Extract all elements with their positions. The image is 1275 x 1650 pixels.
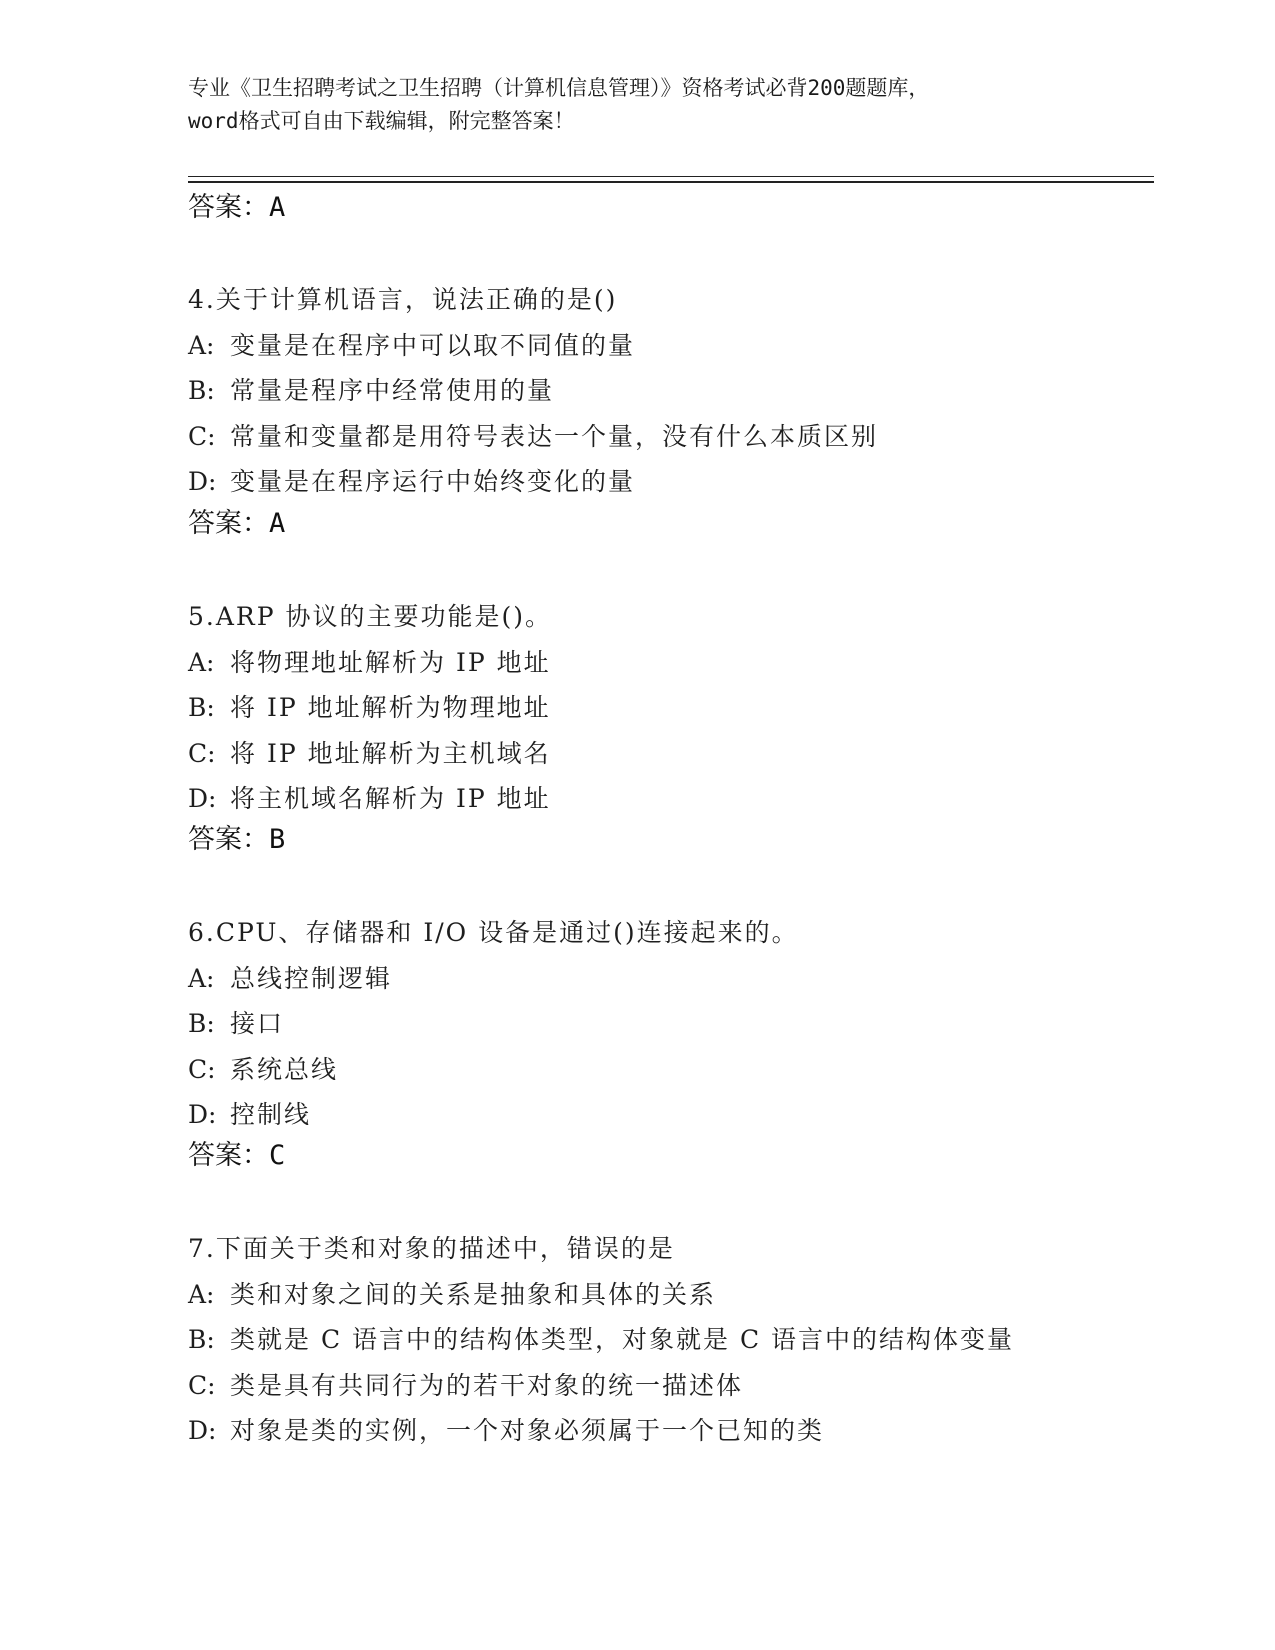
option-letter: D: — [188, 467, 217, 496]
option-text: 控制线 — [230, 1100, 312, 1129]
option-letter: C: — [188, 738, 216, 768]
question-stem: 5.ARP 协议的主要功能是()。 — [188, 602, 553, 631]
option-a — [188, 956, 799, 1002]
answer-line-q5 — [188, 822, 285, 858]
option-letter: A: — [188, 647, 215, 677]
option-letter: B: — [188, 1325, 215, 1354]
option-a — [188, 1272, 1014, 1318]
answer-value: A — [269, 192, 286, 223]
question-6 — [188, 910, 799, 1138]
answer-label: 答案： — [188, 1140, 269, 1171]
answer-line-q6 — [188, 1138, 285, 1174]
question-5 — [188, 594, 552, 822]
option-a — [188, 323, 878, 369]
option-letter: A: — [188, 330, 215, 360]
option-c — [188, 731, 552, 777]
question-stem: 4.关于计算机语言，说法正确的是() — [188, 285, 618, 314]
option-letter: B: — [188, 376, 215, 405]
answer-label: 答案： — [188, 192, 269, 223]
header-line-2: word格式可自由下载编辑，附完整答案！ — [188, 109, 575, 133]
option-text: 系统总线 — [230, 1054, 339, 1084]
option-b — [188, 368, 878, 414]
option-b — [188, 1317, 1014, 1363]
question-stem: 7.下面关于类和对象的描述中，错误的是 — [188, 1234, 675, 1263]
option-text: 常量和变量都是用符号表达一个量，没有什么本质区别 — [230, 421, 879, 451]
header-divider-top — [188, 176, 1154, 177]
question-stem: 6.CPU、存储器和 I/O 设备是通过()连接起来的。 — [188, 918, 799, 947]
option-d — [188, 459, 878, 505]
option-b — [188, 685, 552, 731]
header-line-1: 专业《卫生招聘考试之卫生招聘（计算机信息管理）》资格考试必背200题题库， — [188, 76, 930, 100]
option-text: 类是具有共同行为的若干对象的统一描述体 — [230, 1370, 744, 1400]
option-text: 接口 — [230, 1009, 285, 1038]
option-text: 总线控制逻辑 — [230, 963, 393, 993]
option-letter: D: — [188, 1100, 217, 1129]
option-letter: A: — [188, 1279, 215, 1309]
option-c — [188, 414, 878, 460]
option-letter: B: — [188, 1009, 215, 1038]
option-c — [188, 1363, 1014, 1409]
option-a — [188, 640, 552, 686]
answer-value: A — [269, 508, 286, 539]
question-4 — [188, 277, 878, 505]
header-divider-bottom — [188, 181, 1154, 183]
answer-line-q3 — [188, 190, 285, 226]
option-letter: A: — [188, 963, 215, 993]
question-7 — [188, 1226, 1014, 1454]
option-text: 常量是程序中经常使用的量 — [230, 376, 555, 405]
option-c — [188, 1047, 799, 1093]
option-text: 类和对象之间的关系是抽象和具体的关系 — [230, 1279, 717, 1309]
option-text: 类就是 C 语言中的结构体类型，对象就是 C 语言中的结构体变量 — [230, 1325, 1015, 1354]
option-text: 变量是在程序中可以取不同值的量 — [230, 330, 636, 360]
answer-value: B — [269, 824, 286, 855]
option-letter: D: — [188, 1416, 217, 1445]
answer-value: C — [269, 1140, 286, 1171]
option-d — [188, 1092, 799, 1138]
option-text: 将主机域名解析为 IP 地址 — [230, 784, 551, 813]
option-text: 将 IP 地址解析为主机域名 — [230, 738, 551, 768]
option-text: 变量是在程序运行中始终变化的量 — [230, 467, 636, 496]
option-b — [188, 1001, 799, 1047]
option-letter: C: — [188, 421, 216, 451]
answer-label: 答案： — [188, 508, 269, 539]
option-letter: C: — [188, 1370, 216, 1400]
document-header — [188, 72, 1088, 138]
option-text: 将 IP 地址解析为物理地址 — [230, 693, 551, 722]
answer-label: 答案： — [188, 824, 269, 855]
option-letter: C: — [188, 1054, 216, 1084]
option-letter: B: — [188, 693, 215, 722]
option-text: 对象是类的实例，一个对象必须属于一个已知的类 — [230, 1416, 825, 1445]
option-letter: D: — [188, 784, 217, 813]
answer-line-q4 — [188, 506, 285, 542]
option-d — [188, 776, 552, 822]
option-text: 将物理地址解析为 IP 地址 — [230, 647, 551, 677]
option-d — [188, 1408, 1014, 1454]
